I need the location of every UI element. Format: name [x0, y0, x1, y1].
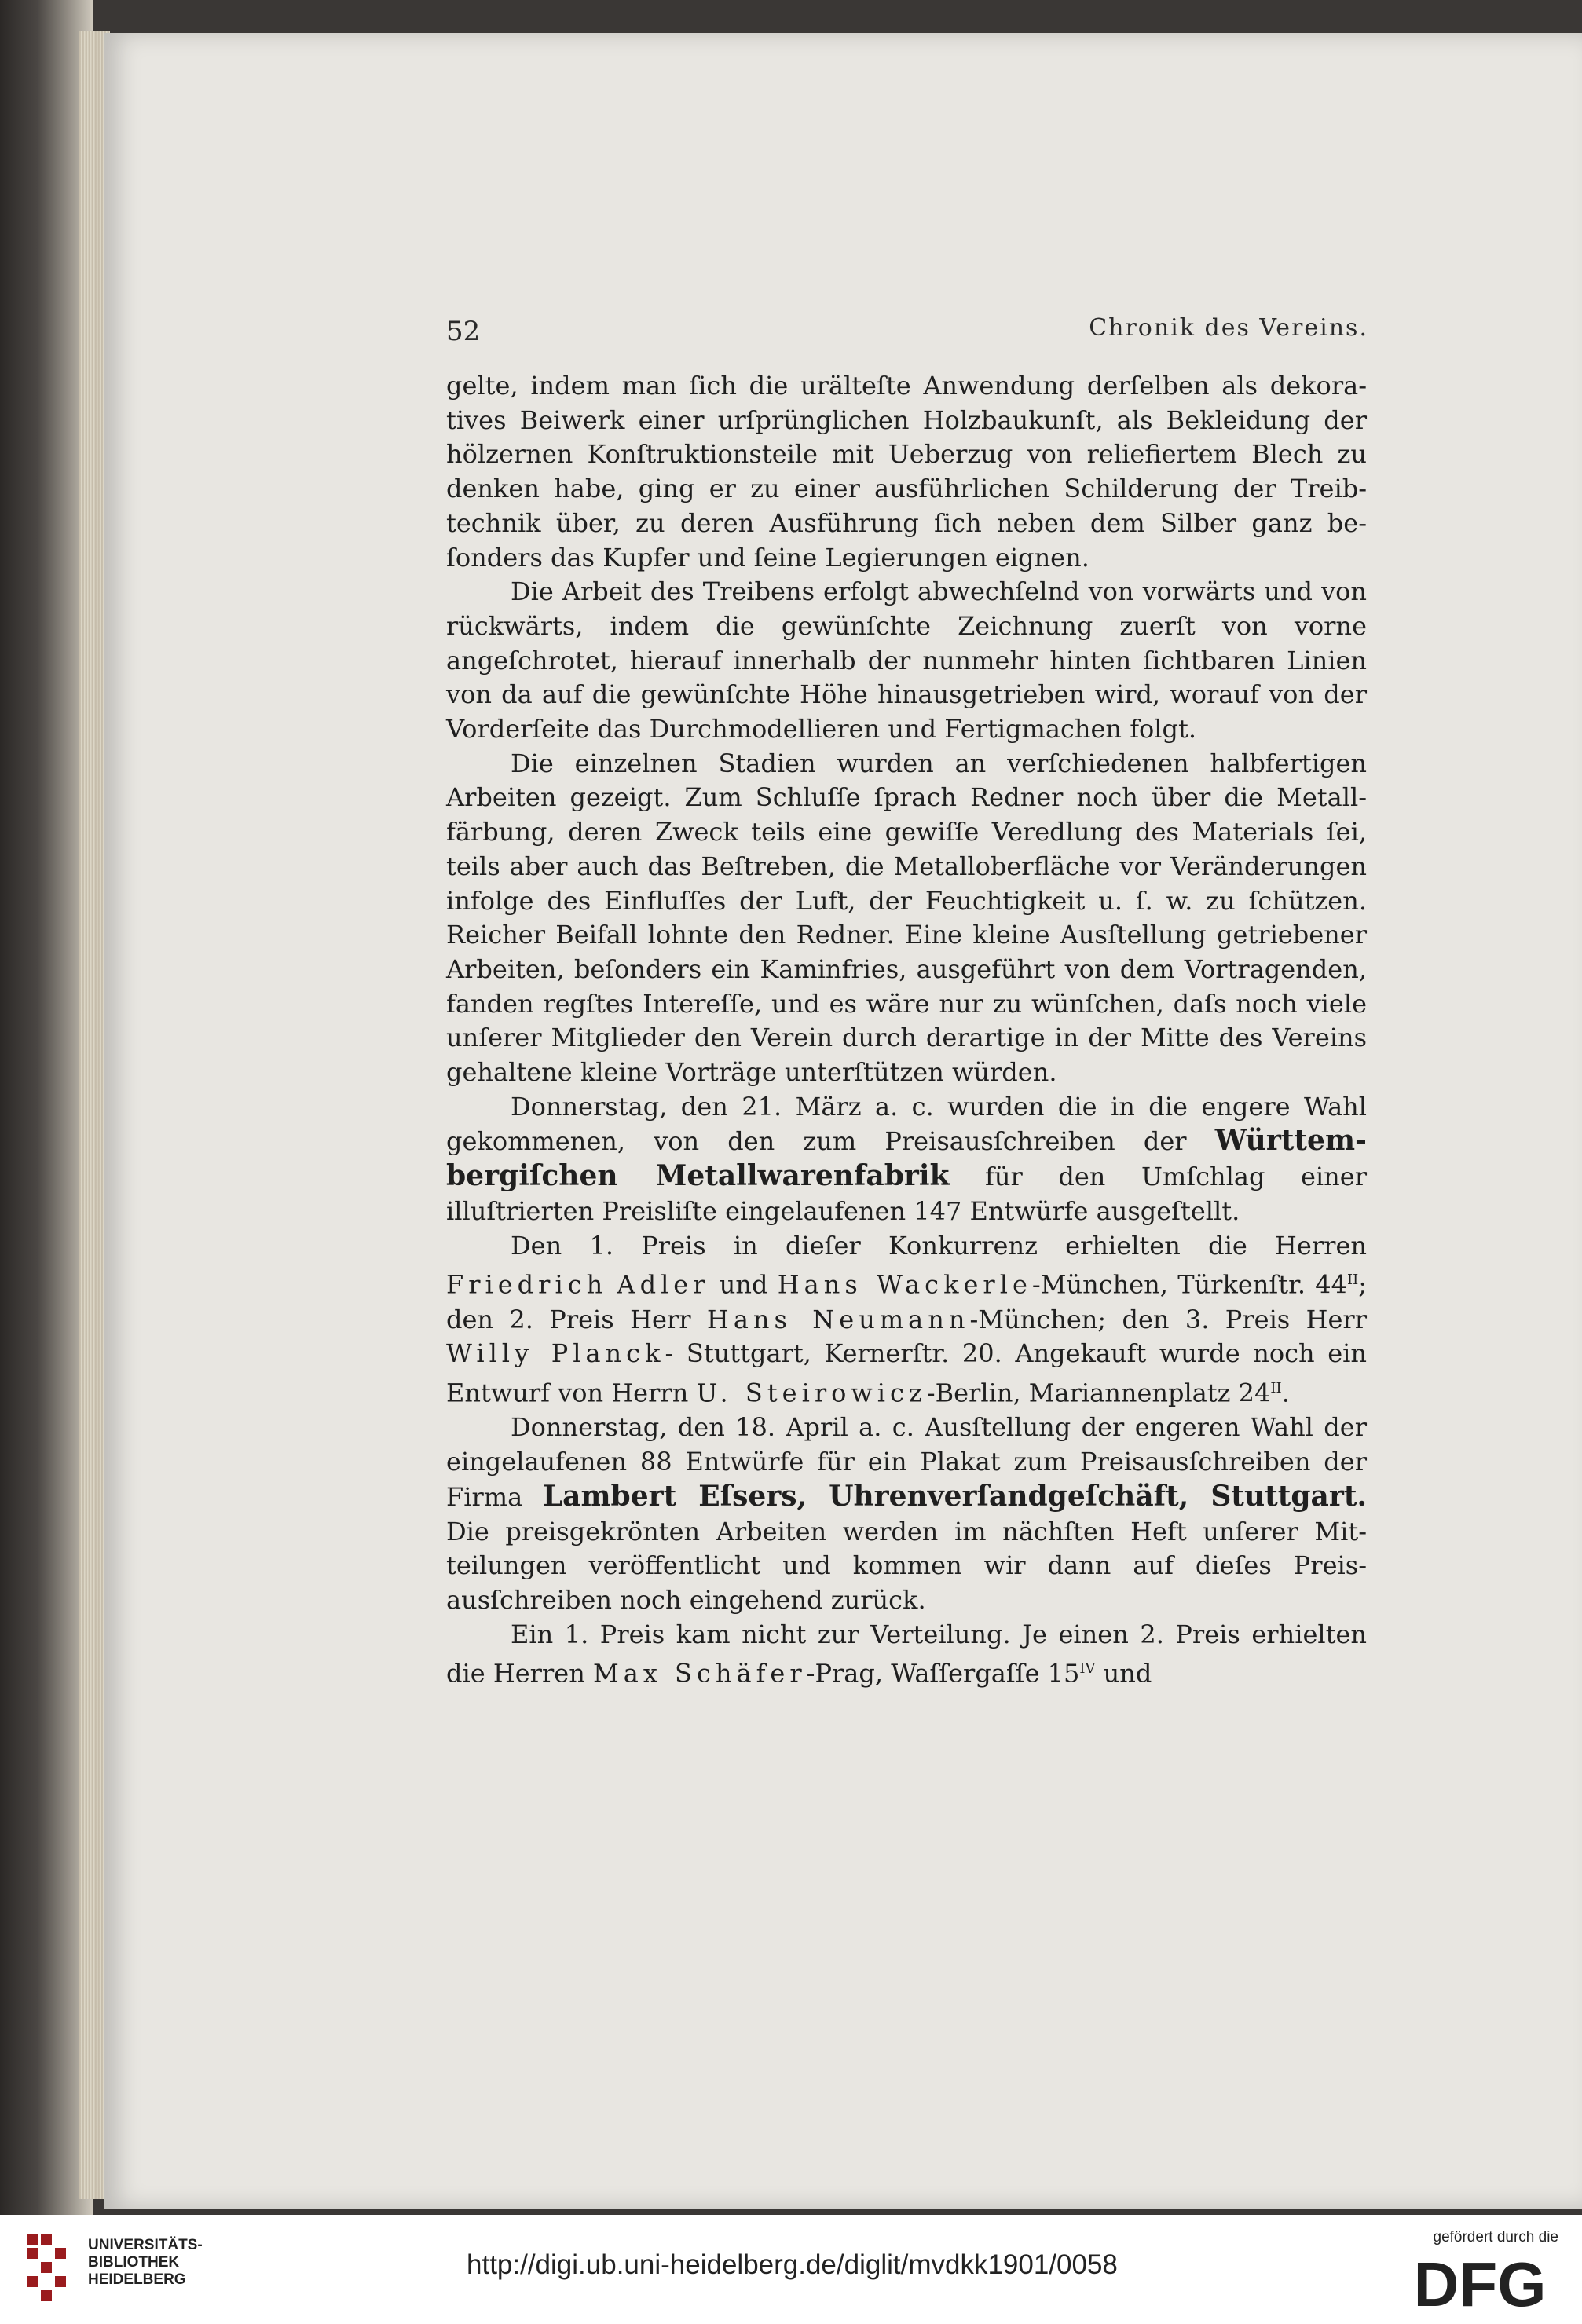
paragraph-4: Donnerstag, den 21. März a. c. wurden die in die engere Wahl gekommenen, von den zum Preisausſchreiben der Württem- bergiſchen Metallwarenfabrik für den Umſchlag einer illuſtrierten Preisliſte eingelaufenen 147 Entwürfe ausgeſtellt. [446, 1091, 1367, 1226]
permalink-url[interactable]: http://digi.ub.uni-heidelberg.de/diglit/mvdkk1901/0058 [467, 2249, 1118, 2280]
paragraph-7: Ein 1. Preis kam nicht zur Verteilung. Je einen 2. Preis erhielten die Herren Max Schäfer-Prag, Waſſergaſſe $15^{IV}$ und [446, 1619, 1368, 1689]
firm-name: Lambert Eſsers, Uhrenverſandgeſchäft, Stuttgart. [542, 1479, 1367, 1513]
body-text [446, 369, 1367, 1692]
company-name: Württem- [1214, 1124, 1367, 1158]
winner-name: Friedrich [446, 1269, 608, 1300]
university-library-logo-icon [24, 2231, 80, 2306]
paragraph-6: Donnerstag, den 18. April a. c. Ausſtellung der engeren Wahl der eingelaufenen 88 Entwürfe für ein Plakat zum Preisausſchreiben der Firma Lambert Eſsers, Uhrenverſandgeſchäft, Stuttgart. Die preisgekrönten Arbeiten werden im nächſten Heft unſerer Mit- teilungen veröffentlicht und kommen wir dann auf dieſes Preis- ausſchreiben noch eingehend zurück. [446, 1412, 1368, 1615]
page-number: 52 [446, 316, 481, 347]
paragraph-1: gelte, indem man ſich die urälteſte Anwendung derſelben als dekora- tives Beiwerk einer urſprünglichen Holzbaukunſt, als Bekleidung der hölzernen Konſtruktionsteile mit Ueberzug von reliefiertem Blech zu denken habe, ging er zu einer ausführlichen Schilderung der Treib- technik über, zu deren Ausführung ſich neben dem Silber ganz be- ſonders das Kupfer und ſeine Legierungen eignen. [446, 371, 1368, 573]
running-head: Chronik des Vereins. [1089, 314, 1368, 342]
paragraph-2: Die Arbeit des Treibens erfolgt abwechſelnd von vorwärts und von rückwärts, indem die gewünſchte Zeichnung zuerſt von vorne angeſchrotet, hierauf innerhalb der nunmehr hinten ſichtbaren Linien von da auf die gewünſchte Höhe hinausgetrieben wird, worauf von der Vorderſeite das Durchmodellieren und Fertigmachen folgt. [446, 576, 1368, 745]
funding-caption: gefördert durch die [1433, 2229, 1558, 2245]
paragraph-5: Den 1. Preis in dieſer Konkurrenz erhielten die Herren Friedrich Adler und Hans Wackerle-München, Türkenſtr. $44^{II}$; den 2. Preis Herr Hans Neumann-München; den 3. Preis Herr Willy Planck- Stuttgart, Kernerſtr. 20. Angekauft wurde noch ein Entwurf von Herrn U. Steirowicz-Berlin, Mariannenplatz $24^{II}$. [446, 1230, 1368, 1408]
library-name: UNIVERSITÄTS- BIBLIOTHEK HEIDELBERG [88, 2237, 203, 2288]
paragraph-3: Die einzelnen Stadien wurden an verſchiedenen halbfertigen Arbeiten gezeigt. Zum Schluſſe ſprach Redner noch über die Metall- färbung, deren Zweck teils eine gewiſſe Veredlung des Materials ſei, teils aber auch das Beſtreben, die Metalloberfläche vor Veränderungen infolge des Einfluſſes der Luft, der Feuchtigkeit u. ſ. w. zu ſchützen. Reicher Beifall lohnte den Redner. Eine kleine Ausſtellung getriebener Arbeiten, beſonders ein Kaminfries, ausgeführt von dem Vortragenden, fanden regſtes Intereſſe, und es wäre nur zu wünſchen, daſs noch viele unſerer Mitglieder den Verein durch derartige in der Mitte des Vereins gehaltene kleine Vorträge unterſtützen würden. [446, 748, 1368, 1088]
svg-text:DFG: DFG [1413, 2251, 1547, 2314]
dfg-logo-icon [1401, 2251, 1558, 2314]
footer-bar [0, 2215, 1582, 2324]
